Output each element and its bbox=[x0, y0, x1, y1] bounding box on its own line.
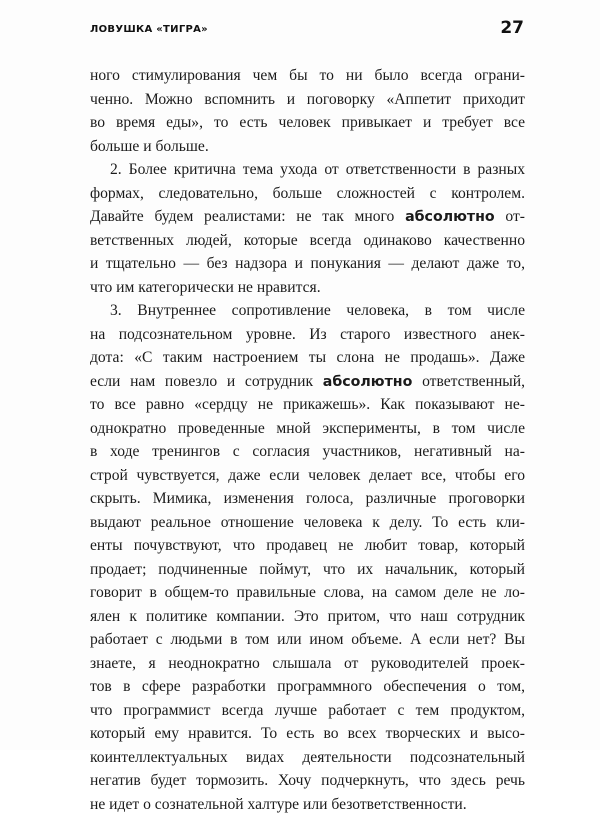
bold-emphasis: абсолютно bbox=[405, 209, 495, 225]
text-line: 2. Более критична тема ухода от ответственности в разных bbox=[90, 158, 525, 182]
text-line: 3. Внутреннее сопротивление человека, в том числе bbox=[90, 299, 525, 323]
text-line: во время еды», то есть человек привыкает и требует все bbox=[90, 111, 525, 135]
body-text bbox=[90, 64, 525, 816]
text-line: и тщательно — без надзора и понукания — делают даже то, bbox=[90, 252, 525, 276]
text-line: продает; подчиненные поймут, что их начальник, который bbox=[90, 558, 525, 582]
text-line: енты почувствуют, что продавец не любит товар, который bbox=[90, 534, 525, 558]
text-line: что программист всегда лучше работает с тем продуктом, bbox=[90, 699, 525, 723]
text-fragment: ответственный, bbox=[412, 373, 525, 390]
text-line: однократно проведенные мной эксперименты, в том числе bbox=[90, 417, 525, 441]
text-line: дота: «С таким настроением ты слона не продашь». Даже bbox=[90, 346, 525, 370]
text-line: на подсознательном уровне. Из старого известного анек- bbox=[90, 323, 525, 347]
text-line: скрыть. Мимика, изменения голоса, различные проговорки bbox=[90, 487, 525, 511]
text-line: ченно. Можно вспомнить и поговорку «Аппетит приходит bbox=[90, 88, 525, 112]
text-line: больше и больше. bbox=[90, 135, 525, 159]
text-line: тов в сфере разработки программного обеспечения о том, bbox=[90, 675, 525, 699]
text-line: что им категорически не нравится. bbox=[90, 276, 525, 300]
text-fragment: от- bbox=[495, 208, 525, 225]
text-line: ного стимулирования чем бы то ни было всегда ограни- bbox=[90, 64, 525, 88]
text-line: который ему нравится. То есть во всех творческих и высо- bbox=[90, 722, 525, 746]
page-number: 27 bbox=[500, 18, 524, 38]
text-line bbox=[90, 205, 525, 229]
text-line: не идет о сознательной халтуре или безответственности. bbox=[90, 793, 525, 816]
text-line: строй чувствуется, даже если человек делает все, чтобы его bbox=[90, 464, 525, 488]
text-line: ветственных людей, которые всегда одинаково качественно bbox=[90, 229, 525, 253]
text-fragment: Давайте будем реалистами: не так много bbox=[90, 208, 405, 225]
text-line: коинтеллектуальных видах деятельности подсознательный bbox=[90, 746, 525, 770]
text-line: негатив будет тормозить. Хочу подчеркнуть, что здесь речь bbox=[90, 769, 525, 793]
running-title: ЛОВУШКА «ТИГРА» bbox=[90, 24, 208, 35]
text-line: ялен к политике компании. Это притом, что наш сотрудник bbox=[90, 605, 525, 629]
text-line: формах, следовательно, больше сложностей с контролем. bbox=[90, 182, 525, 206]
text-line: знаете, я неоднократно слышала от руководителей проек- bbox=[90, 652, 525, 676]
text-line: работает с людьми в том или ином объеме. А если нет? Вы bbox=[90, 628, 525, 652]
bold-emphasis: абсолютно bbox=[323, 374, 413, 390]
text-line: говорит в общем-то правильные слова, на самом деле не ло- bbox=[90, 581, 525, 605]
text-fragment: если нам повезло и сотрудник bbox=[90, 373, 323, 390]
text-line: выдают реальное отношение человека к делу. То есть кли- bbox=[90, 511, 525, 535]
text-line: то все равно «сердцу не прикажешь». Как показывают не- bbox=[90, 393, 525, 417]
text-line bbox=[90, 370, 525, 394]
text-line: в ходе тренингов с согласия участников, негативный на- bbox=[90, 440, 525, 464]
